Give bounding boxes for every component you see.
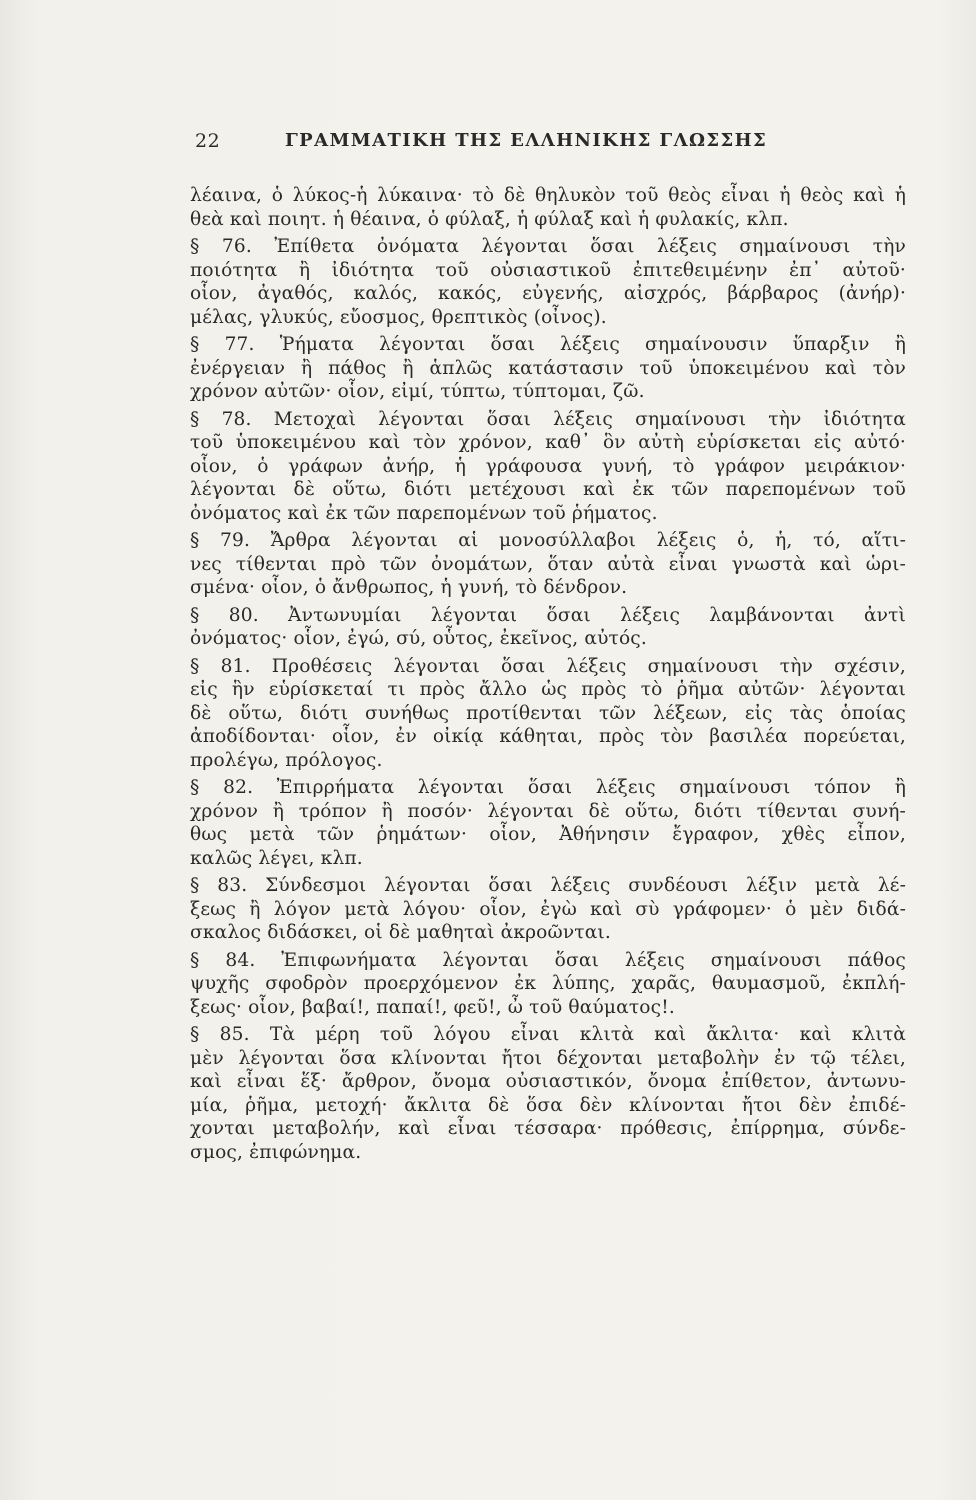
paragraph-79-line: § 79. Ἄρθρα λέγονται αἱ μονοσύλλαβοι λέξεις ὁ, ἡ, τό, αἵτι-: [190, 530, 906, 551]
text-line: ἀποδίδονται· οἷον, ἐν οἰκίᾳ κάθηται, πρὸς τὸν βασιλέα πορεύεται,: [190, 726, 906, 747]
text-line: ξεως· οἷον, βαβαί!, παπαί!, φεῦ!, ὦ τοῦ θαύματος!.: [190, 996, 675, 1018]
text-line: θεὰ καὶ ποιητ. ἡ θέαινα, ὁ φύλαξ, ἡ φύλαξ καὶ ἡ φυλακίς, κλπ.: [190, 208, 789, 230]
text-line: ξεως ἢ λόγον μετὰ λόγου· οἷον, ἐγὼ καὶ σὺ γράφομεν· ὁ μὲν διδά-: [190, 898, 906, 920]
paragraph-82-line: § 82. Ἐπιρρήματα λέγονται ὅσαι λέξεις σημαίνουσι τόπον ἢ: [190, 777, 906, 798]
paragraph-80-line: § 80. Ἀντωνυμίαι λέγονται ὅσαι λέξεις λαμβάνονται ἀντὶ: [190, 604, 906, 626]
paragraph-81-line: § 81. Προθέσεις λέγονται ὅσαι λέξεις σημαίνουσι τὴν σχέσιν,: [190, 655, 906, 677]
text-line: δὲ οὕτω, διότι συνήθως προτίθενται τῶν λέξεων, εἰς τὰς ὁποίας: [190, 702, 906, 724]
text-line: μὲν λέγονται ὅσα κλίνονται ἤτοι δέχονται μεταβολὴν ἐν τῷ τέλει,: [190, 1047, 906, 1069]
text-line: ἐνέργειαν ἢ πάθος ἢ ἁπλῶς κατάστασιν τοῦ ὑποκειμένου καὶ τὸν: [190, 357, 906, 379]
text-line: χρόνον αὐτῶν· οἷον, εἰμί, τύπτω, τύπτομαι, ζῶ.: [190, 381, 645, 402]
page-number: 22: [195, 130, 221, 152]
paragraph-76-line: § 76. Ἐπίθετα ὀνόματα λέγονται ὅσαι λέξεις σημαίνουσι τὴν: [190, 236, 906, 257]
text-line: θως μετὰ τῶν ῥημάτων· οἷον, Ἀθήνησιν ἔγραφον, χθὲς εἶπον,: [190, 824, 906, 845]
running-head: ΓΡΑΜΜΑΤΙΚΗ ΤΗΣ ΕΛΛΗΝΙΚΗΣ ΓΛΩΣΣΗΣ: [285, 130, 768, 151]
paragraph-77-line: § 77. Ῥήματα λέγονται ὅσαι λέξεις σημαίνουσιν ὕπαρξιν ἢ: [190, 334, 906, 355]
text-line: καλῶς λέγει, κλπ.: [190, 847, 363, 869]
text-line: ὀνόματος καὶ ἐκ τῶν παρεπομένων τοῦ ῥήματος.: [190, 502, 658, 524]
text-line: νες τίθενται πρὸ τῶν ὀνομάτων, ὅταν αὐτὰ εἶναι γνωστὰ καὶ ὡρι-: [190, 553, 906, 575]
text-line: μέλας, γλυκύς, εὔοσμος, θρεπτικὸς (οἶνος).: [190, 306, 607, 328]
page-header: [195, 130, 795, 160]
text-line: προλέγω, πρόλογος.: [190, 749, 383, 771]
text-line: εἰς ἣν εὑρίσκεταί τι πρὸς ἄλλο ὡς πρὸς τὸ ῥῆμα αὐτῶν· λέγονται: [190, 679, 906, 700]
text-line: χρόνον ἢ τρόπον ἢ ποσόν· λέγονται δὲ οὕτω, διότι τίθενται συνή-: [190, 800, 906, 822]
text-line: τοῦ ὑποκειμένου καὶ τὸν χρόνον, καθ᾽ ὃν αὐτὴ εὑρίσκεται εἰς αὐτό·: [190, 432, 906, 453]
text-line: λέγονται δὲ οὕτω, διότι μετέχουσι καὶ ἐκ τῶν παρεπομένων τοῦ: [190, 479, 906, 500]
text-line: σμένα· οἷον, ὁ ἄνθρωπος, ἡ γυνή, τὸ δένδρον.: [190, 577, 628, 598]
text-line: λέαινα, ὁ λύκος-ἡ λύκαινα· τὸ δὲ θηλυκὸν τοῦ θεὸς εἶναι ἡ θεὸς καὶ ἡ: [190, 185, 906, 206]
text-line: οἷον, ἀγαθός, καλός, κακός, εὐγενής, αἰσχρός, βάρβαρος (ἀνήρ)·: [190, 283, 906, 304]
paragraph-83-line: § 83. Σύνδεσμοι λέγονται ὅσαι λέξεις συνδέουσι λέξιν μετὰ λέ-: [190, 875, 906, 896]
text-line: ποιότητα ἢ ἰδιότητα τοῦ οὐσιαστικοῦ ἐπιτεθειμένην ἐπ᾽ αὐτοῦ·: [190, 259, 906, 281]
paragraph-78-line: § 78. Μετοχαὶ λέγονται ὅσαι λέξεις σημαίνουσι τὴν ἰδιότητα: [190, 408, 906, 430]
text-line: σμος, ἐπιφώνημα.: [190, 1141, 362, 1163]
text-line: σκαλος διδάσκει, οἱ δὲ μαθηταὶ ἀκροῶνται.: [190, 922, 611, 943]
text-line: χονται μεταβολήν, καὶ εἶναι τέσσαρα· πρόθεσις, ἐπίρρημα, σύνδε-: [190, 1118, 906, 1139]
paragraph-85-line: § 85. Τὰ μέρη τοῦ λόγου εἶναι κλιτὰ καὶ ἄκλιτα· καὶ κλιτὰ: [190, 1024, 906, 1045]
text-line: ψυχῆς σφοδρὸν προερχόμενον ἐκ λύπης, χαρᾶς, θαυμασμοῦ, ἐκπλή-: [190, 973, 906, 994]
text-line: ὀνόματος· οἷον, ἐγώ, σύ, οὗτος, ἐκεῖνος, αὐτός.: [190, 628, 647, 649]
text-line: μία, ῥῆμα, μετοχή· ἄκλιτα δὲ ὅσα δὲν κλίνονται ἤτοι δὲν ἐπιδέ-: [190, 1094, 906, 1116]
text-line: οἷον, ὁ γράφων ἀνήρ, ἡ γράφουσα γυνή, τὸ γράφον μειράκιον·: [190, 455, 906, 477]
paragraph-84-line: § 84. Ἐπιφωνήματα λέγονται ὅσαι λέξεις σημαίνουσι πάθος: [190, 949, 906, 971]
text-line: καὶ εἶναι ἕξ· ἄρθρον, ὄνομα οὐσιαστικόν, ὄνομα ἐπίθετον, ἀντωνυ-: [190, 1071, 906, 1092]
body-text: [190, 184, 906, 1164]
